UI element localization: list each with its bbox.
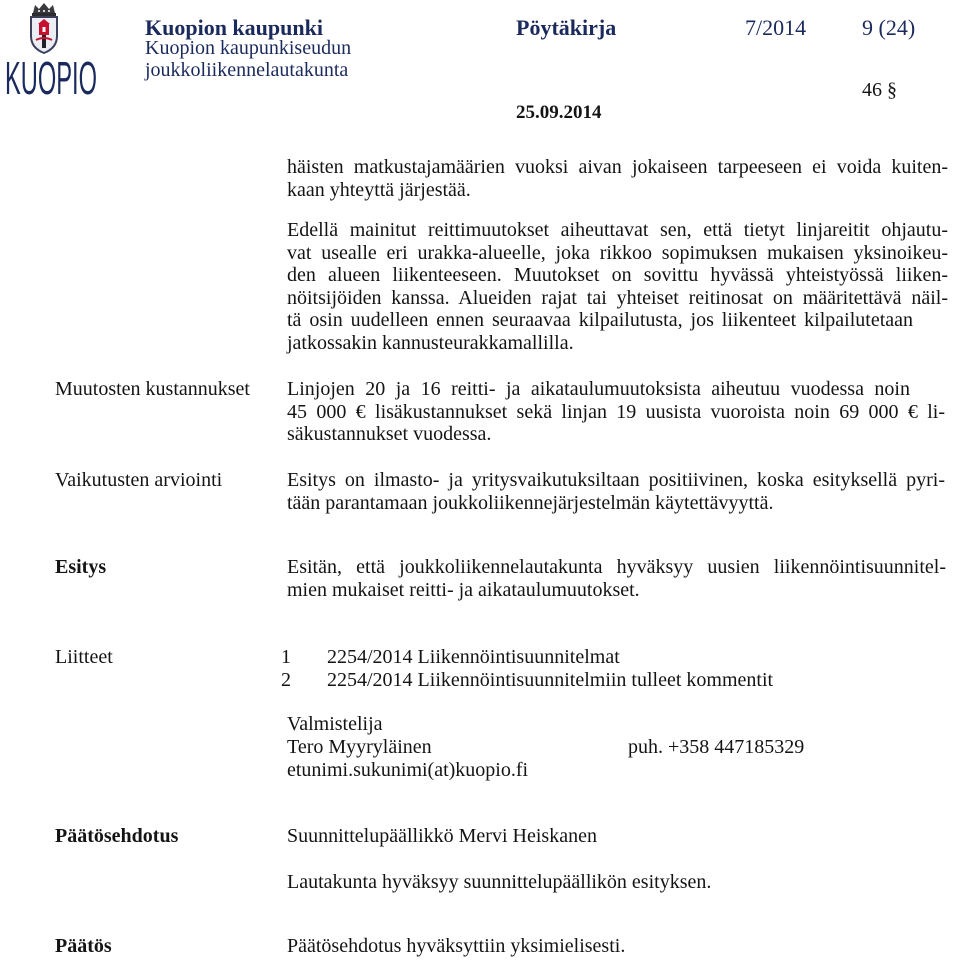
attachment-item xyxy=(0,646,960,669)
text-line: Edellä mainitut reittimuutokset aiheuttavat sen, että tietyt linjareitit ohjautu- xyxy=(287,219,948,241)
decision-text: Päätösehdotus hyväksyttiin yksimielisesti. xyxy=(287,935,626,957)
attachment-title: 2254/2014 Liikennöintisuunnitelmiin tulleet kommentit xyxy=(327,669,774,691)
paragraph xyxy=(287,219,948,355)
preparer-email: etunimi.sukunimi(at)kuopio.fi xyxy=(287,759,529,781)
attachment-number: 1 xyxy=(281,646,291,668)
document-type: Pöytäkirja xyxy=(516,15,617,40)
section-text-impact xyxy=(287,469,948,514)
document-number: 7/2014 xyxy=(745,15,807,40)
committee-name-line1: Kuopion kaupunkiseudun xyxy=(145,37,352,59)
text-line: Esitys on ilmasto- ja yritysvaikutuksiltaan positiivinen, koska esityksellä pyri- xyxy=(287,469,945,491)
section-label-impact: Vaikutusten arviointi xyxy=(55,469,223,491)
text-line: den alueen liikenteeseen. Muutokset on sovittu hyvässä yhteistyössä liiken- xyxy=(287,264,948,287)
preparer-name: Tero Myyryläinen xyxy=(287,736,432,758)
section-label-costs: Muutosten kustannukset xyxy=(55,378,250,400)
section-text-presentation xyxy=(287,556,948,601)
section-label-presentation: Esitys xyxy=(55,556,107,578)
text-line: Esitän, että joukkoliikennelautakunta hyväksyy uusien liikennöintisuunnitel- xyxy=(287,556,946,578)
text-line: nöitsijöiden kanssa. Alueiden rajat tai yhteiset reitinosat on määritettävä näil- xyxy=(287,286,948,309)
kuopio-coat-of-arms-icon xyxy=(24,2,64,54)
attachment-title: 2254/2014 Liikennöintisuunnitelmat xyxy=(327,646,620,668)
committee-name-line2: joukkoliikennelautakunta xyxy=(145,59,349,81)
text-line: kaan yhteyttä järjestää. xyxy=(287,178,471,201)
section-label-proposal: Päätösehdotus xyxy=(55,825,179,847)
proposal-text: Lautakunta hyväksyy suunnittelupäällikön esityksen. xyxy=(287,871,712,893)
section-number: 46 § xyxy=(862,79,897,101)
text-line: vat usealle eri urakka-alueelle, joka rikkoo sopimuksen mukaisen yksinoikeu- xyxy=(287,241,948,264)
text-line: jatkossakin kannusteurakkamallilla. xyxy=(287,331,574,354)
text-line: säkustannukset vuodessa. xyxy=(287,423,492,446)
text-line: 45 000 € lisäkustannukset sekä linjan 19 uusista vuoroista noin 69 000 € li- xyxy=(287,400,945,423)
proposer-name: Suunnittelupäällikkö Mervi Heiskanen xyxy=(287,825,597,847)
attachment-number: 2 xyxy=(281,669,291,691)
preparer-phone: puh. +358 447185329 xyxy=(628,736,805,758)
organization-name: Kuopion kaupunki xyxy=(145,15,323,40)
preparer-title: Valmistelija xyxy=(287,713,383,735)
logo-wordmark xyxy=(4,52,100,104)
paragraph xyxy=(287,156,948,201)
attachment-item xyxy=(0,669,960,692)
page-number: 9 (24) xyxy=(862,15,916,40)
section-label-decision: Päätös xyxy=(55,935,112,957)
meeting-date: 25.09.2014 xyxy=(516,102,602,123)
svg-text:KUOPIO: KUOPIO xyxy=(5,52,98,104)
text-line: tään parantamaan joukkoliikennejärjestelmän käytettävyyttä. xyxy=(287,491,774,514)
section-text-costs xyxy=(287,378,948,446)
text-line: Linjojen 20 ja 16 reitti- ja aikataulumuutoksista aiheutuu vuodessa noin xyxy=(287,378,910,400)
text-line: tä osin uudelleen ennen seuraavaa kilpailutusta, jos liikenteet kilpailutetaan xyxy=(287,309,913,332)
section-label-attachments: Liitteet xyxy=(55,646,113,668)
text-line: mien mukaiset reitti- ja aikataulumuutokset. xyxy=(287,578,640,601)
text-line: häisten matkustajamäärien vuoksi aivan jokaiseen tarpeeseen ei voida kuiten- xyxy=(287,156,948,178)
